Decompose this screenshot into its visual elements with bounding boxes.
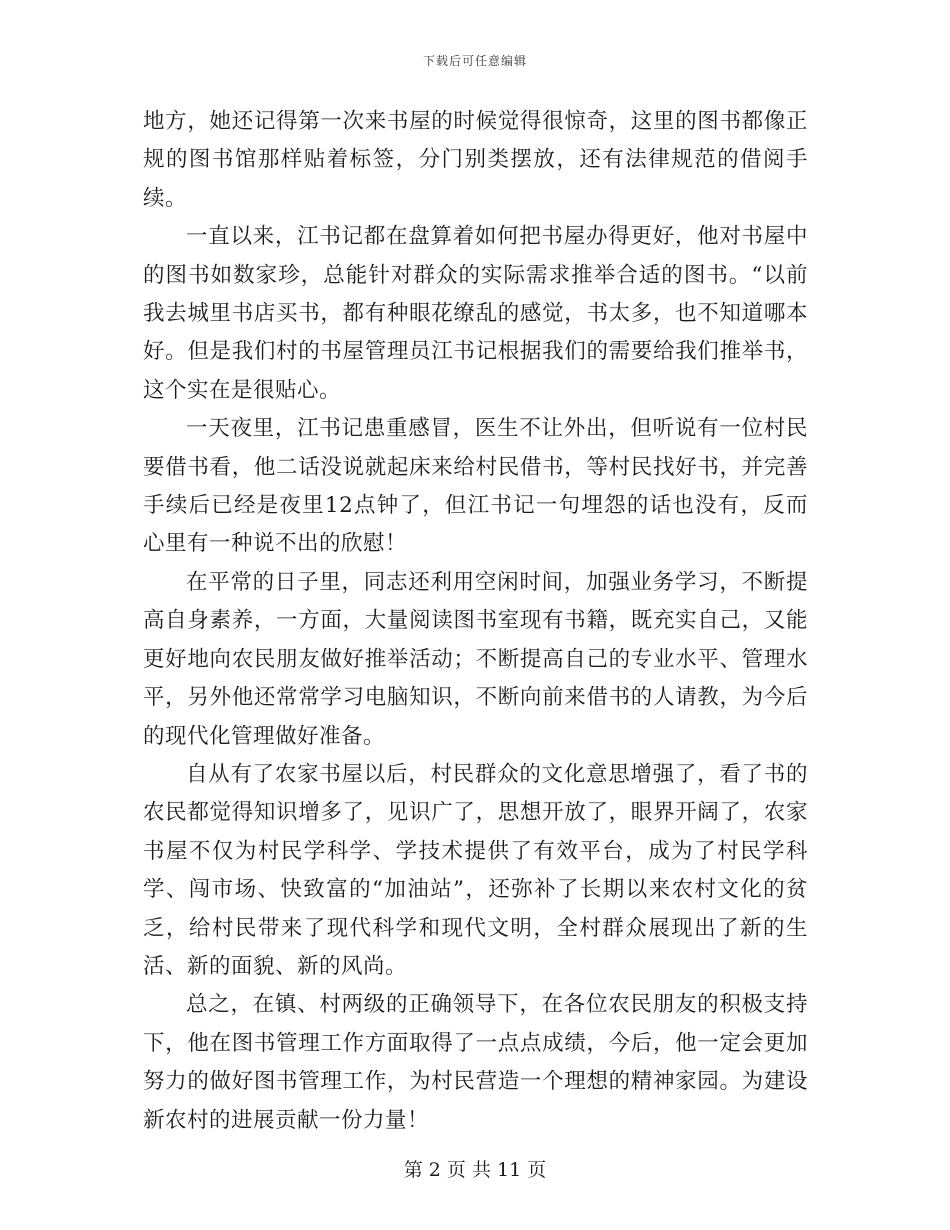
- body-text: [143, 103, 808, 1140]
- paragraph-5: 自从有了农家书屋以后，村民群众的文化意思增强了，看了书的农民都觉得知识增多了，见识广了，思想开放了，眼界开阔了，农家书屋不仅为村民学科学、学技术提供了有效平台，成为了村民学科学、闯市场、快致富的“加油站”，还弥补了长期以来农村文化的贫乏，给村民带来了现代科学和现代文明，全村群众展现出了新的生活、新的面貌、新的风尚。: [143, 761, 808, 979]
- paragraph-4: 在平常的日子里，同志还利用空闲时间，加强业务学习，不断提高自身素养，一方面，大量阅读图书室现有书籍，既充实自己，又能更好地向农民朋友做好推举活动；不断提高自己的专业水平、管理水平，另外他还常常学习电脑知识，不断向前来借书的人请教，为今后的现代化管理做好准备。: [143, 569, 808, 749]
- page-header: 下载后可任意编辑: [422, 54, 527, 68]
- paragraph-3: 一天夜里，江书记患重感冒，医生不让外出，但听说有一位村民要借书看，他二话没说就起床来给村民借书，等村民找好书，并完善手续后已经是夜里12点钟了，但江书记一句埋怨的话也没有，反而心里有一种说不出的欣慰！: [143, 416, 808, 557]
- paragraph-6: 总之，在镇、村两级的正确领导下，在各位农民朋友的积极支持下，他在图书管理工作方面取得了一点点成绩，今后，他一定会更加努力的做好图书管理工作，为村民营造一个理想的精神家园。为建设新农村的进展贡献一份力量！: [143, 992, 808, 1133]
- paragraph-1: 地方，她还记得第一次来书屋的时候觉得很惊奇，这里的图书都像正规的图书馆那样贴着标签，分门别类摆放，还有法律规范的借阅手续。: [143, 109, 808, 211]
- page-footer: 第 2 页 共 11 页: [403, 1159, 547, 1181]
- paragraph-2: 一直以来，江书记都在盘算着如何把书屋办得更好，他对书屋中的图书如数家珍，总能针对群众的实际需求推举合适的图书。“以前我去城里书店买书，都有种眼花缭乱的感觉，书太多，也不知道哪本好。但是我们村的书屋管理员江书记根据我们的需要给我们推举书，这个实在是很贴心。: [143, 224, 808, 403]
